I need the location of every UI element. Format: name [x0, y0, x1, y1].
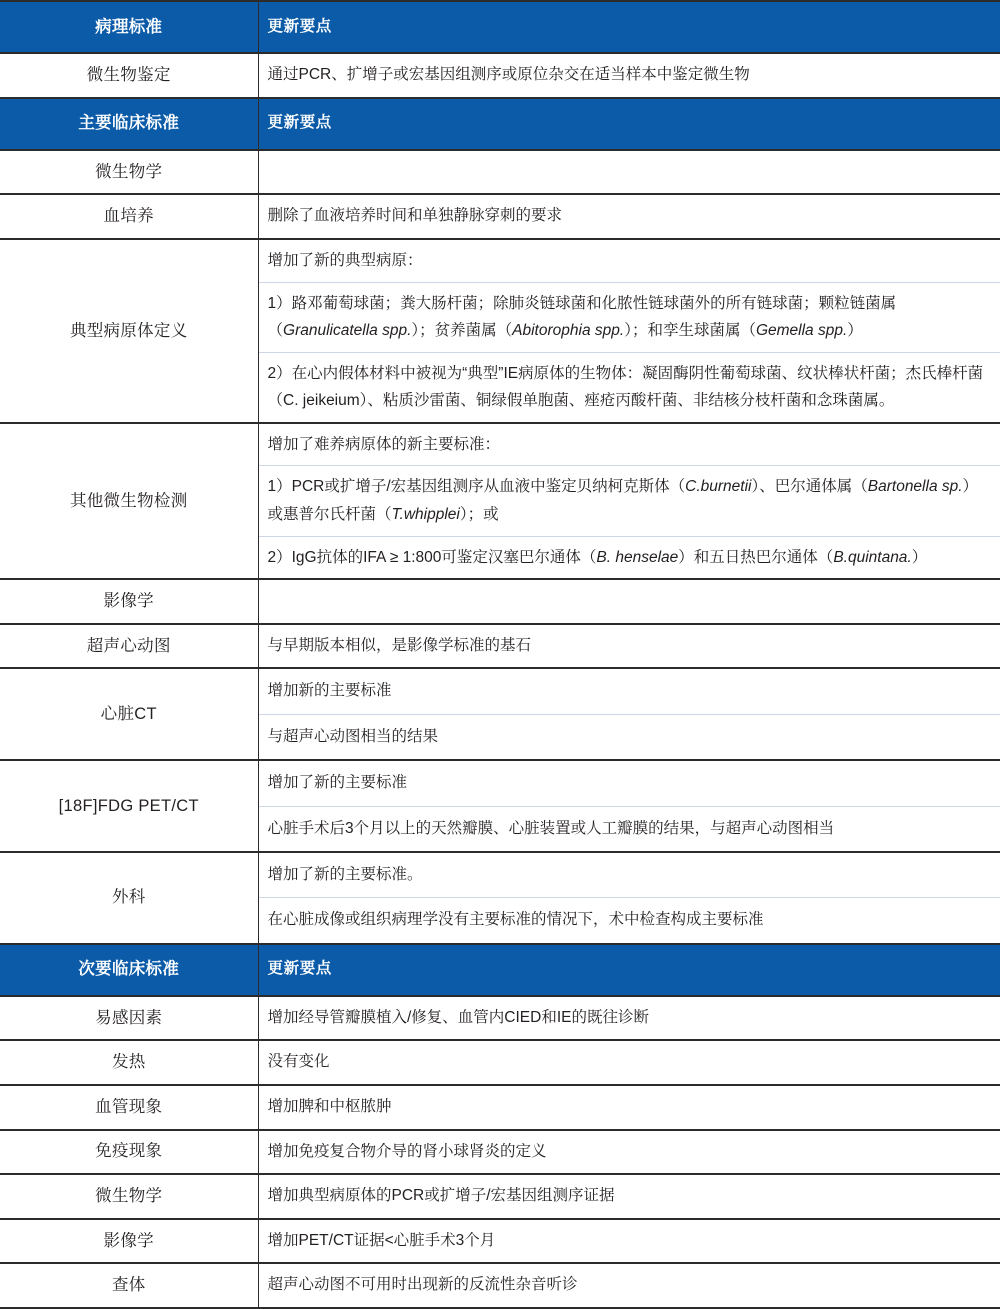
- row-label-echocardiography: 超声心动图: [0, 624, 258, 669]
- paragraph-item-1: 1）PCR或扩增子/宏基因组测序从血液中鉴定贝纳柯克斯体（C.burnetii）、巴尔通体属（Bartonella sp.）或惠普尔氏杆菌（T.whipplei）；或: [259, 466, 1000, 536]
- paragraph-intro: 增加了难养病原体的新主要标准：: [259, 424, 1000, 467]
- table-row: [0, 579, 1000, 624]
- table-row: [0, 194, 1000, 239]
- table-row: [0, 852, 1000, 944]
- table-row: [0, 1219, 1000, 1264]
- sub-line: 心脏手术后3个月以上的天然瓣膜、心脏装置或人工瓣膜的结果，与超声心动图相当: [259, 807, 1000, 851]
- paragraph-intro: 增加了新的典型病原：: [259, 240, 1000, 283]
- paragraph-item-1: 1）路邓葡萄球菌；粪大肠杆菌；除肺炎链球菌和化脓性链球菌外的所有链球菌；颗粒链菌属（Granulicatella spp.）；贫养菌属（Abitorophia spp.）；和孪生球菌属（Gemella spp.）: [259, 283, 1000, 353]
- table-row: [0, 1130, 1000, 1175]
- row-label-other-microbial-testing: 其他微生物检测: [0, 423, 258, 579]
- row-detail-microbiology: [258, 150, 1000, 195]
- row-detail-immunologic-phenomena: 增加免疫复合物介导的肾小球肾炎的定义: [258, 1130, 1000, 1175]
- row-label-immunologic-phenomena: 免疫现象: [0, 1130, 258, 1175]
- section-header-label: 病理标准: [0, 1, 258, 53]
- table-row: [0, 53, 1000, 98]
- row-detail-typical-pathogen-definition: [258, 239, 1000, 423]
- row-detail-microbiology-minor: 增加典型病原体的PCR或扩增子/宏基因组测序证据: [258, 1174, 1000, 1219]
- row-label-cardiac-ct: 心脏CT: [0, 668, 258, 760]
- row-label-fdg-pet-ct: [18F]FDG PET/CT: [0, 760, 258, 852]
- row-label-microbiology-minor: 微生物学: [0, 1174, 258, 1219]
- sub-line: 增加了新的主要标准。: [259, 853, 1000, 898]
- row-label-blood-culture: 血培养: [0, 194, 258, 239]
- paragraph-item-2: 2）在心内假体材料中被视为“典型”IE病原体的生物体：凝固酶阴性葡萄球菌、纹状棒状杆菌；杰氏棒杆菌（C. jeikeium）、粘质沙雷菌、铜绿假单胞菌、痤疮丙酸杆菌、非结核分枝杆菌和念珠菌属。: [259, 353, 1000, 422]
- sub-line: 在心脏成像或组织病理学没有主要标准的情况下，术中检查构成主要标准: [259, 898, 1000, 942]
- table-row: [0, 624, 1000, 669]
- section-header-label: 次要临床标准: [0, 944, 258, 996]
- row-detail-physical-exam: 超声心动图不可用时出现新的反流性杂音听诊: [258, 1263, 1000, 1308]
- section-header-label: 主要临床标准: [0, 98, 258, 150]
- row-detail-imaging: [258, 579, 1000, 624]
- row-label-vascular-phenomena: 血管现象: [0, 1085, 258, 1130]
- section-header-detail: 更新要点: [258, 944, 1000, 996]
- row-label-fever: 发热: [0, 1040, 258, 1085]
- row-detail-fdg-pet-ct: [258, 760, 1000, 852]
- row-label-imaging-minor: 影像学: [0, 1219, 258, 1264]
- row-detail-microbial-identification: 通过PCR、扩增子或宏基因组测序或原位杂交在适当样本中鉴定微生物: [258, 53, 1000, 98]
- table-row: [0, 1040, 1000, 1085]
- table-row: [0, 996, 1000, 1041]
- row-detail-cardiac-ct: [258, 668, 1000, 760]
- section-header-pathology: [0, 1, 1000, 53]
- row-detail-echocardiography: 与早期版本相似，是影像学标准的基石: [258, 624, 1000, 669]
- table-row: [0, 1263, 1000, 1308]
- table-row: [0, 760, 1000, 852]
- row-label-physical-exam: 查体: [0, 1263, 258, 1308]
- table-row: [0, 668, 1000, 760]
- table-row: [0, 423, 1000, 579]
- row-detail-imaging-minor: 增加PET/CT证据<心脏手术3个月: [258, 1219, 1000, 1264]
- sub-line: 增加新的主要标准: [259, 669, 1000, 714]
- row-detail-other-microbial-testing: [258, 423, 1000, 579]
- table-row: [0, 150, 1000, 195]
- row-label-typical-pathogen-definition: 典型病原体定义: [0, 239, 258, 423]
- row-detail-vascular-phenomena: 增加脾和中枢脓肿: [258, 1085, 1000, 1130]
- section-header-major-clinical: [0, 98, 1000, 150]
- row-label-microbiology: 微生物学: [0, 150, 258, 195]
- section-header-detail: 更新要点: [258, 98, 1000, 150]
- table-row: [0, 1174, 1000, 1219]
- table-row: [0, 239, 1000, 423]
- table-row: [0, 1085, 1000, 1130]
- row-label-surgery: 外科: [0, 852, 258, 944]
- paragraph-item-2: 2）IgG抗体的IFA ≥ 1:800可鉴定汉塞巴尔通体（B. henselae）和五日热巴尔通体（B.quintana.）: [259, 537, 1000, 579]
- row-detail-predisposing-factors: 增加经导管瓣膜植入/修复、血管内CIED和IE的既往诊断: [258, 996, 1000, 1041]
- row-label-imaging: 影像学: [0, 579, 258, 624]
- sub-line: 增加了新的主要标准: [259, 761, 1000, 806]
- section-header-minor-clinical: [0, 944, 1000, 996]
- section-header-detail: 更新要点: [258, 1, 1000, 53]
- sub-line: 与超声心动图相当的结果: [259, 715, 1000, 759]
- row-detail-surgery: [258, 852, 1000, 944]
- table-body: [0, 1, 1000, 1308]
- row-detail-fever: 没有变化: [258, 1040, 1000, 1085]
- row-detail-blood-culture: 删除了血液培养时间和单独静脉穿刺的要求: [258, 194, 1000, 239]
- row-label-predisposing-factors: 易感因素: [0, 996, 258, 1041]
- row-label-microbial-identification: 微生物鉴定: [0, 53, 258, 98]
